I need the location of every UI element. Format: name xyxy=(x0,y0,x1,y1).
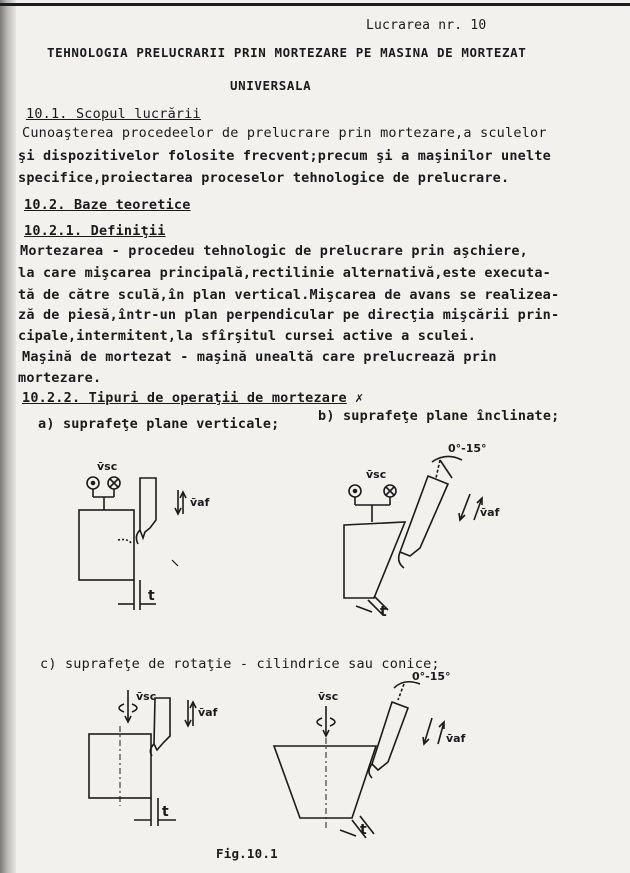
def-line-4: ză de piesă,într-un plan perpendicular pe direcţia mişcării prin- xyxy=(18,307,560,323)
tool-a xyxy=(140,478,156,538)
label-t-c1: t xyxy=(162,804,169,820)
label-t-b: t xyxy=(380,604,387,620)
item-c-label: c) suprafeţe de rotaţie - cilindrice sau conice; xyxy=(40,656,440,672)
tool-b xyxy=(400,476,448,556)
label-angle-c2: 0°-15° xyxy=(412,670,451,683)
drawing-c xyxy=(89,682,444,838)
title-line-1: TEHNOLOGIA PRELUCRARII PRIN MORTEZARE PE MASINA DE MORTEZAT xyxy=(47,45,527,60)
def-line-2: la care mişcarea principală,rectilinie alternativă,este executa- xyxy=(18,265,551,281)
def-line-3: tă de către sculă,în plan vertical.Mişcarea de avans se realizea- xyxy=(18,287,560,303)
heading-theory: 10.2. Baze teoretice xyxy=(24,197,191,213)
scope-line-3: specifice,proiectarea proceselor tehnologice de prelucrare. xyxy=(18,170,510,186)
item-b-label: b) suprafeţe plane înclinate; xyxy=(318,408,560,424)
label-angle-b: 0°-15° xyxy=(448,442,487,455)
label-vaf-b: v̄af xyxy=(480,506,500,519)
drawing-a xyxy=(79,477,186,610)
def-line-1: Mortezarea - procedeu tehnologic de prelucrare prin aşchiere, xyxy=(20,243,528,259)
heading-scope: 10.1. Scopul lucrării xyxy=(26,106,201,122)
label-vaf-c1: v̄af xyxy=(198,706,218,719)
workpiece-cone xyxy=(274,746,376,818)
lab-number: Lucrarea nr. 10 xyxy=(366,18,487,33)
scope-line-2: şi dispozitivelor folosite frecvent;precum şi a maşinilor unelte xyxy=(18,148,551,164)
label-vsc-c1: v̄sc xyxy=(136,690,157,703)
tool-c2 xyxy=(372,702,408,770)
heading-operations-text: 10.2.2. Tipuri de operaţii de mortezare xyxy=(22,390,347,406)
scope-line-1: Cunoaşterea procedeelor de prelucrare prin mortezare,a sculelor xyxy=(22,125,547,141)
def-line-7: mortezare. xyxy=(18,370,102,386)
title-line-2: UNIVERSALA xyxy=(230,78,312,93)
label-vaf-c2: v̄af xyxy=(446,732,466,745)
heading-definitions: 10.2.1. Definiţii xyxy=(24,223,166,239)
chip-b xyxy=(399,552,404,568)
chip-a xyxy=(136,530,140,544)
label-vsc-c2: v̄sc xyxy=(318,690,339,703)
label-vsc-b: v̄sc xyxy=(366,468,387,481)
label-vaf-a: v̄af xyxy=(190,496,210,509)
def-line-5: cipale,intermitent,la sfîrşitul cursei active a sculei. xyxy=(18,328,477,344)
check-mark: ✗ xyxy=(355,390,364,406)
workpiece-b xyxy=(344,522,405,598)
figure-caption: Fig.10.1 xyxy=(216,846,278,861)
item-a-label: a) suprafeţe plane verticale; xyxy=(38,416,280,432)
label-vsc-a: v̄sc xyxy=(97,460,118,473)
tool-c1 xyxy=(154,698,170,750)
label-t-c2: t xyxy=(360,822,367,838)
drawing-b xyxy=(344,456,482,614)
workpiece-a xyxy=(79,510,134,580)
label-t-a: t xyxy=(148,588,155,604)
def-line-6: Maşină de mortezat - maşină unealtă care prelucrează prin xyxy=(22,349,497,365)
